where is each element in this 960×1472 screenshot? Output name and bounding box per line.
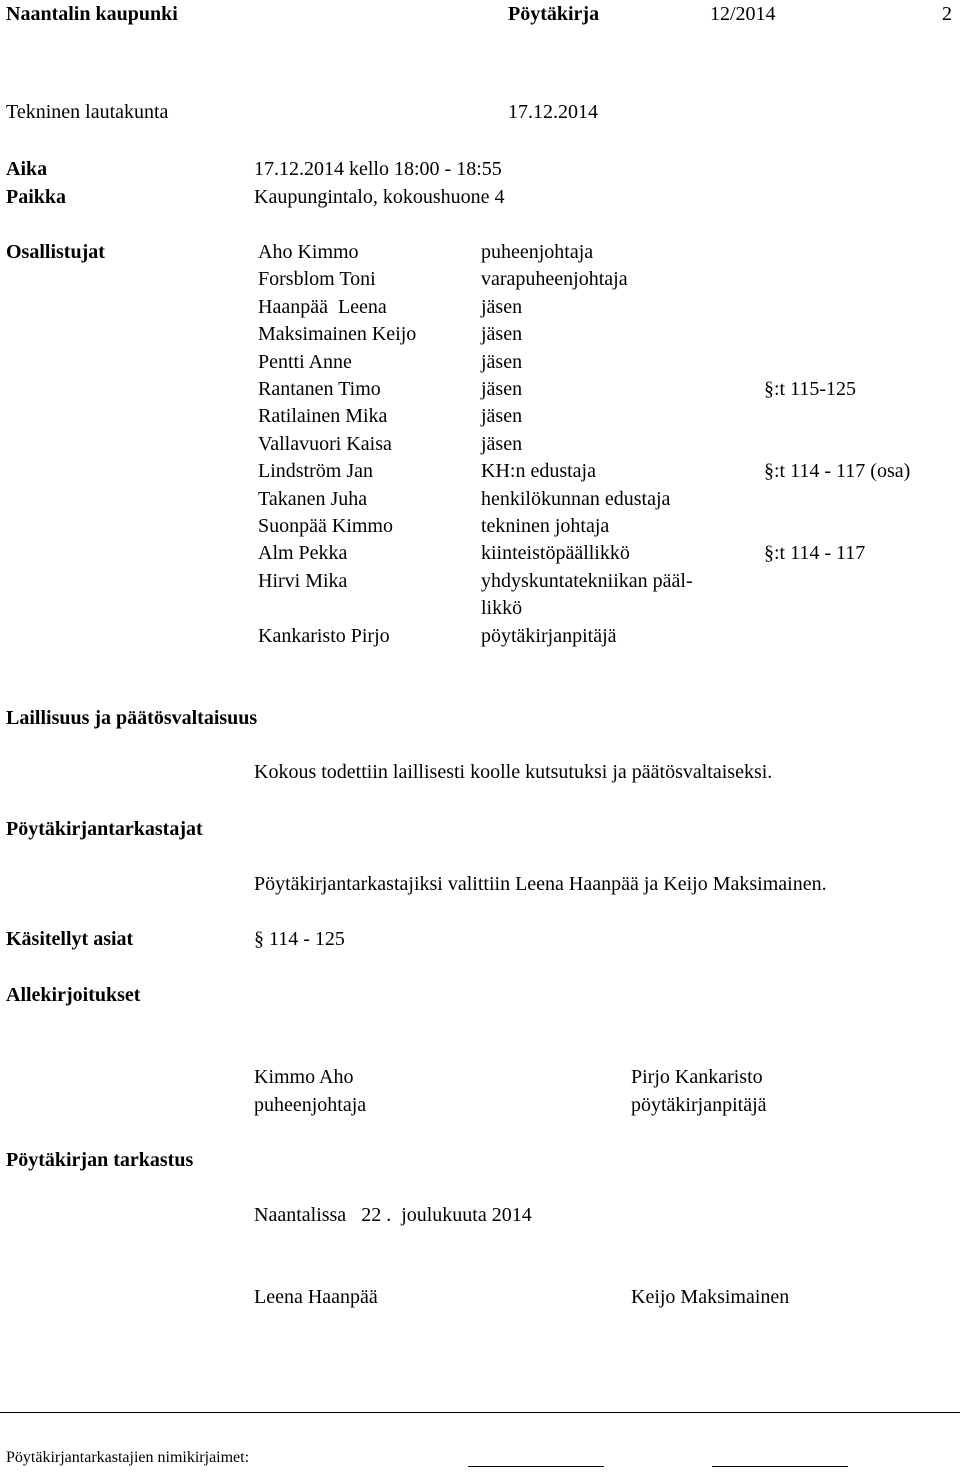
legality-text: Kokous todettiin laillisesti koolle kutsutuksi ja päätösvaltaiseksi.: [254, 761, 773, 783]
attendee-role: puheenjohtaja: [481, 241, 594, 263]
attendee-note: §:t 115-125: [764, 378, 857, 400]
attendee-name: Maksimainen Keijo: [258, 323, 417, 345]
attendee-name: Hirvi Mika: [258, 570, 348, 592]
attendee-role: jäsen: [481, 405, 523, 427]
attendee-name: Forsblom Toni: [258, 268, 376, 290]
attendee-name: Ratilainen Mika: [258, 405, 388, 427]
attendee-name: Pentti Anne: [258, 351, 352, 373]
attendee-role: tekninen johtaja: [481, 515, 610, 537]
items-value: § 114 - 125: [254, 928, 345, 950]
attendee-name: Takanen Juha: [258, 488, 368, 510]
reviewer-left-name: Leena Haanpää: [254, 1286, 378, 1308]
attendee-role: jäsen: [481, 351, 523, 373]
attendee-name: Kankaristo Pirjo: [258, 625, 390, 647]
footer-divider: [0, 1412, 960, 1413]
attendee-role: jäsen: [481, 323, 523, 345]
attendee-name: Lindström Jan: [258, 460, 373, 482]
signatures-label: Allekirjoitukset: [6, 984, 141, 1006]
secretary-signer-title: pöytäkirjanpitäjä: [631, 1094, 767, 1116]
attendee-role: KH:n edustaja: [481, 460, 596, 482]
time-value: 17.12.2014 kello 18:00 - 18:55: [254, 158, 502, 180]
attendee-name: Suonpää Kimmo: [258, 515, 393, 537]
committee-name: Tekninen lautakunta: [6, 101, 169, 123]
time-label: Aika: [6, 158, 48, 180]
attendee-role: jäsen: [481, 378, 523, 400]
items-label: Käsitellyt asiat: [6, 928, 134, 950]
attendee-role: jäsen: [481, 296, 523, 318]
place-label: Paikka: [6, 186, 67, 208]
review-label: Pöytäkirjan tarkastus: [6, 1149, 194, 1171]
header-date: 17.12.2014: [508, 101, 598, 123]
attendee-name: Aho Kimmo: [258, 241, 359, 263]
initials-line-1: [468, 1466, 604, 1467]
chair-signer-title: puheenjohtaja: [254, 1094, 367, 1116]
attendee-name: Alm Pekka: [258, 542, 348, 564]
initials-label: Pöytäkirjantarkastajien nimikirjaimet:: [6, 1449, 250, 1466]
attendee-name: Haanpää Leena: [258, 296, 387, 318]
attendee-name: Vallavuori Kaisa: [258, 433, 392, 455]
reviewers-label: Pöytäkirjantarkastajat: [6, 818, 203, 840]
attendee-role: yhdyskuntatekniikan pääl-: [481, 570, 693, 592]
attendee-role: likkö: [481, 597, 523, 619]
chair-signer-name: Kimmo Aho: [254, 1066, 354, 1088]
document-number: 12/2014: [710, 3, 776, 25]
legality-label: Laillisuus ja päätösvaltaisuus: [6, 707, 258, 729]
attendee-role: jäsen: [481, 433, 523, 455]
attendees-label: Osallistujat: [6, 241, 105, 263]
attendee-role: pöytäkirjanpitäjä: [481, 625, 617, 647]
attendee-role: kiinteistöpäällikkö: [481, 542, 630, 564]
attendee-note: §:t 114 - 117: [764, 542, 866, 564]
attendee-role: varapuheenjohtaja: [481, 268, 628, 290]
review-place-date: Naantalissa 22 . joulukuuta 2014: [254, 1204, 532, 1226]
document-type: Pöytäkirja: [508, 3, 600, 25]
attendee-role: henkilökunnan edustaja: [481, 488, 671, 510]
reviewer-right-name: Keijo Maksimainen: [631, 1286, 790, 1308]
organization-name: Naantalin kaupunki: [6, 3, 178, 25]
attendee-note: §:t 114 - 117 (osa): [764, 460, 911, 482]
secretary-signer-name: Pirjo Kankaristo: [631, 1066, 763, 1088]
page-number: 2: [942, 3, 952, 25]
attendee-name: Rantanen Timo: [258, 378, 381, 400]
initials-line-2: [712, 1466, 848, 1467]
place-value: Kaupungintalo, kokoushuone 4: [254, 186, 505, 208]
reviewers-text: Pöytäkirjantarkastajiksi valittiin Leena Haanpää ja Keijo Maksimainen.: [254, 873, 827, 895]
